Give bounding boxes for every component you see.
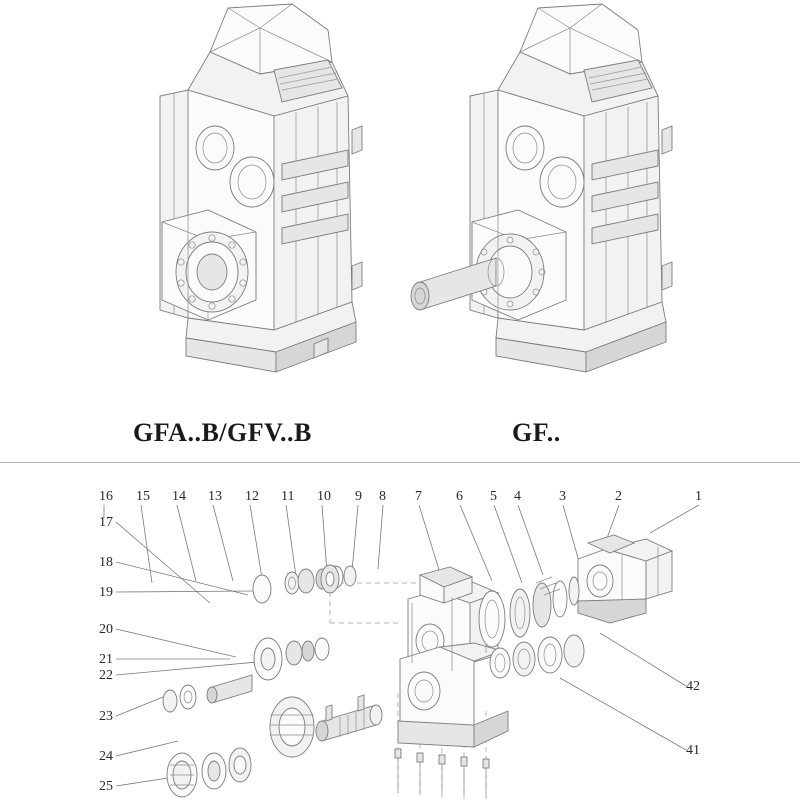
callout-24: 24 xyxy=(99,749,113,764)
exploded-view-section xyxy=(0,462,800,801)
callout-4: 4 xyxy=(514,489,521,504)
callout-25: 25 xyxy=(99,779,113,794)
callout-1: 1 xyxy=(695,489,702,504)
caption-view-left: GFA..B/GFV..B xyxy=(133,418,312,447)
callout-7: 7 xyxy=(415,489,422,504)
callout-11: 11 xyxy=(281,489,295,504)
callout-12: 12 xyxy=(245,489,259,504)
callout-41: 41 xyxy=(686,743,700,758)
callout-22: 22 xyxy=(99,668,113,683)
callout-5: 5 xyxy=(490,489,497,504)
callout-16: 16 xyxy=(99,489,113,504)
callout-42: 42 xyxy=(686,679,700,694)
callout-17: 17 xyxy=(99,515,113,530)
exploded-assembly-drawing xyxy=(0,463,800,801)
callout-6: 6 xyxy=(456,489,463,504)
caption-view-right: GF.. xyxy=(512,418,561,447)
callout-15: 15 xyxy=(136,489,150,504)
callout-19: 19 xyxy=(99,585,113,600)
callout-2: 2 xyxy=(615,489,622,504)
callout-3: 3 xyxy=(559,489,566,504)
callout-18: 18 xyxy=(99,555,113,570)
callout-21: 21 xyxy=(99,652,113,667)
callout-20: 20 xyxy=(99,622,113,637)
gear-unit-view-right xyxy=(390,0,790,410)
callout-13: 13 xyxy=(208,489,222,504)
callout-10: 10 xyxy=(317,489,331,504)
callout-23: 23 xyxy=(99,709,113,724)
callout-8: 8 xyxy=(379,489,386,504)
callout-14: 14 xyxy=(172,489,186,504)
callout-9: 9 xyxy=(355,489,362,504)
